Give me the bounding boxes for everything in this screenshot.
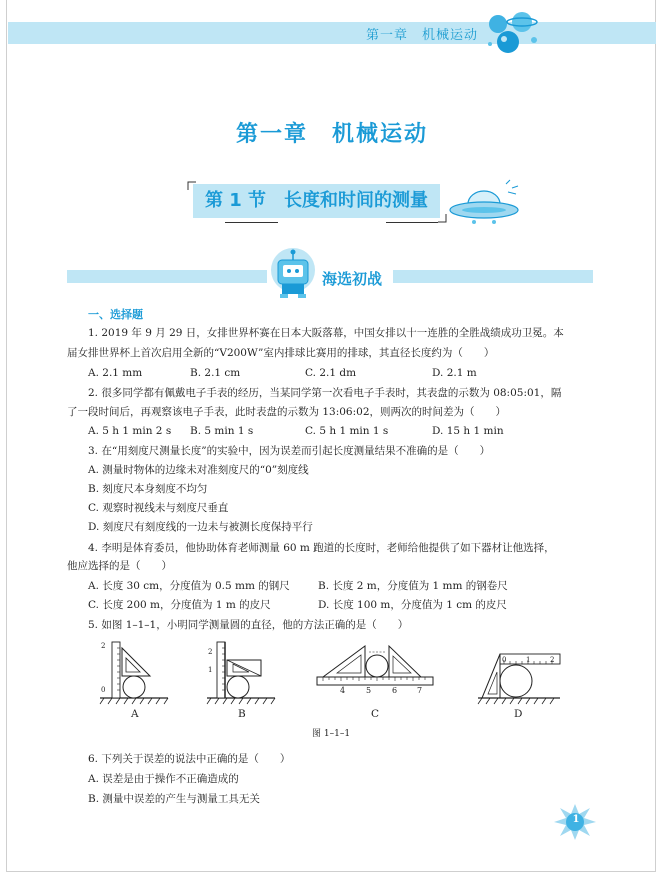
q3-option-c: C. 观察时视线未与刻度尺垂直 [88, 502, 229, 514]
q2-option-c: C. 5 h 1 min 1 s [305, 425, 389, 437]
q5-text-line1: 5. 如图 1–1–1，小明同学测量圆的直径，他的方法正确的是（ ） [88, 619, 409, 631]
q6-option-a: A. 误差是由于操作不正确造成的 [88, 773, 239, 785]
running-header: 第一章 机械运动 [365, 28, 478, 43]
figure-c-label: C [371, 708, 380, 720]
chapter-title: 第一章 机械运动 [235, 122, 428, 147]
q1-option-b: B. 2.1 cm [190, 367, 241, 379]
figure-a-diagram [98, 638, 170, 706]
q2-text-line1: 2. 很多同学都有佩戴电子手表的经历，当某同学第一次看电子手表时，其表盘的示数为 08:05:01，隔 [88, 387, 562, 399]
q3-option-b: B. 刻度尺本身刻度不均匀 [88, 483, 208, 495]
figure-c-tick-5: 5 [366, 686, 372, 695]
q1-option-c: C. 2.1 dm [305, 367, 357, 379]
figure-a-label: A [131, 708, 139, 720]
q4-option-c: C. 长度 200 m，分度值为 1 m 的皮尺 [88, 599, 271, 611]
figure-caption: 图 1–1–1 [312, 729, 351, 739]
figure-b-tick-mid: 1 [208, 666, 213, 674]
part-title: 一、选择题 [88, 308, 143, 321]
robot-icon [266, 248, 320, 300]
q6-option-b: B. 测量中误差的产生与测量工具无关 [88, 793, 260, 805]
q3-option-a: A. 测量时物体的边缘未对准刻度尺的“0”刻度线 [88, 464, 309, 476]
page-number: 1 [572, 814, 580, 825]
figure-a-tick-bottom: 0 [101, 686, 106, 694]
figure-c-tick-4: 4 [340, 686, 346, 695]
q2-option-b: B. 5 min 1 s [190, 425, 254, 437]
q6-text-line1: 6. 下列关于误差的说法中正确的是（ ） [88, 753, 291, 765]
q1-text-line2: 届女排世界杯上首次启用全新的“V200W”室内排球比赛用的排球，其直径长度约为（ ） [67, 347, 495, 359]
ufo-icon [448, 178, 523, 228]
q1-text-line1: 1. 2019 年 9 月 29 日，女排世界杯赛在日本大阪落幕，中国女排以十一连胜的全胜战绩成功卫冕。本 [88, 327, 564, 339]
q4-option-a: A. 长度 30 cm，分度值为 0.5 mm 的钢尺 [88, 580, 290, 592]
banner-title: 海选初战 [322, 270, 383, 288]
header-band [8, 22, 656, 44]
figure-c-tick-6: 6 [392, 686, 398, 695]
figure-d-tick-0: 0 [502, 656, 507, 664]
section-underline-left [225, 222, 278, 223]
figure-b-tick-top: 2 [208, 648, 213, 656]
q4-option-d: D. 长度 100 m，分度值为 1 cm 的皮尺 [318, 599, 507, 611]
figure-b-label: B [238, 708, 246, 720]
q1-option-d: D. 2.1 m [432, 367, 477, 379]
section-underline-right [386, 222, 438, 223]
q2-option-a: A. 5 h 1 min 2 s [88, 425, 172, 437]
figure-d-tick-2: 2 [550, 656, 555, 664]
q2-option-d: D. 15 h 1 min [432, 425, 504, 437]
q4-text-line1: 4. 李明是体育委员，他协助体育老师测量 60 m 跑道的长度时，老师给他提供了如下器材让他选择， [88, 542, 555, 554]
q4-option-b: B. 长度 2 m，分度值为 1 mm 的钢卷尺 [318, 580, 508, 592]
figure-d-tick-1: 1 [526, 656, 531, 664]
figure-c-tick-7: 7 [417, 686, 423, 695]
q3-option-d: D. 刻度尺有刻度线的一边未与被测长度保持平行 [88, 521, 313, 533]
figure-a-tick-top: 2 [101, 642, 106, 650]
figure-b-diagram [205, 638, 277, 706]
q3-text-line1: 3. 在“用刻度尺测量长度”的实验中，因为误差而引起长度测量结果不准确的是（ ） [88, 445, 491, 457]
figure-d-label: D [514, 708, 523, 720]
planets-icon [484, 10, 544, 60]
banner-band-left [67, 270, 267, 283]
banner-band-right [393, 270, 593, 283]
section-title: 第 1 节 长度和时间的测量 [204, 190, 429, 211]
q4-text-line2: 他应选择的是（ ） [67, 560, 172, 572]
q2-text-line2: 了一段时间后，再观察该电子手表，此时表盘的示数为 13:06:02，则两次的时间差为（ ） [67, 406, 506, 418]
q1-option-a: A. 2.1 mm [88, 367, 143, 379]
